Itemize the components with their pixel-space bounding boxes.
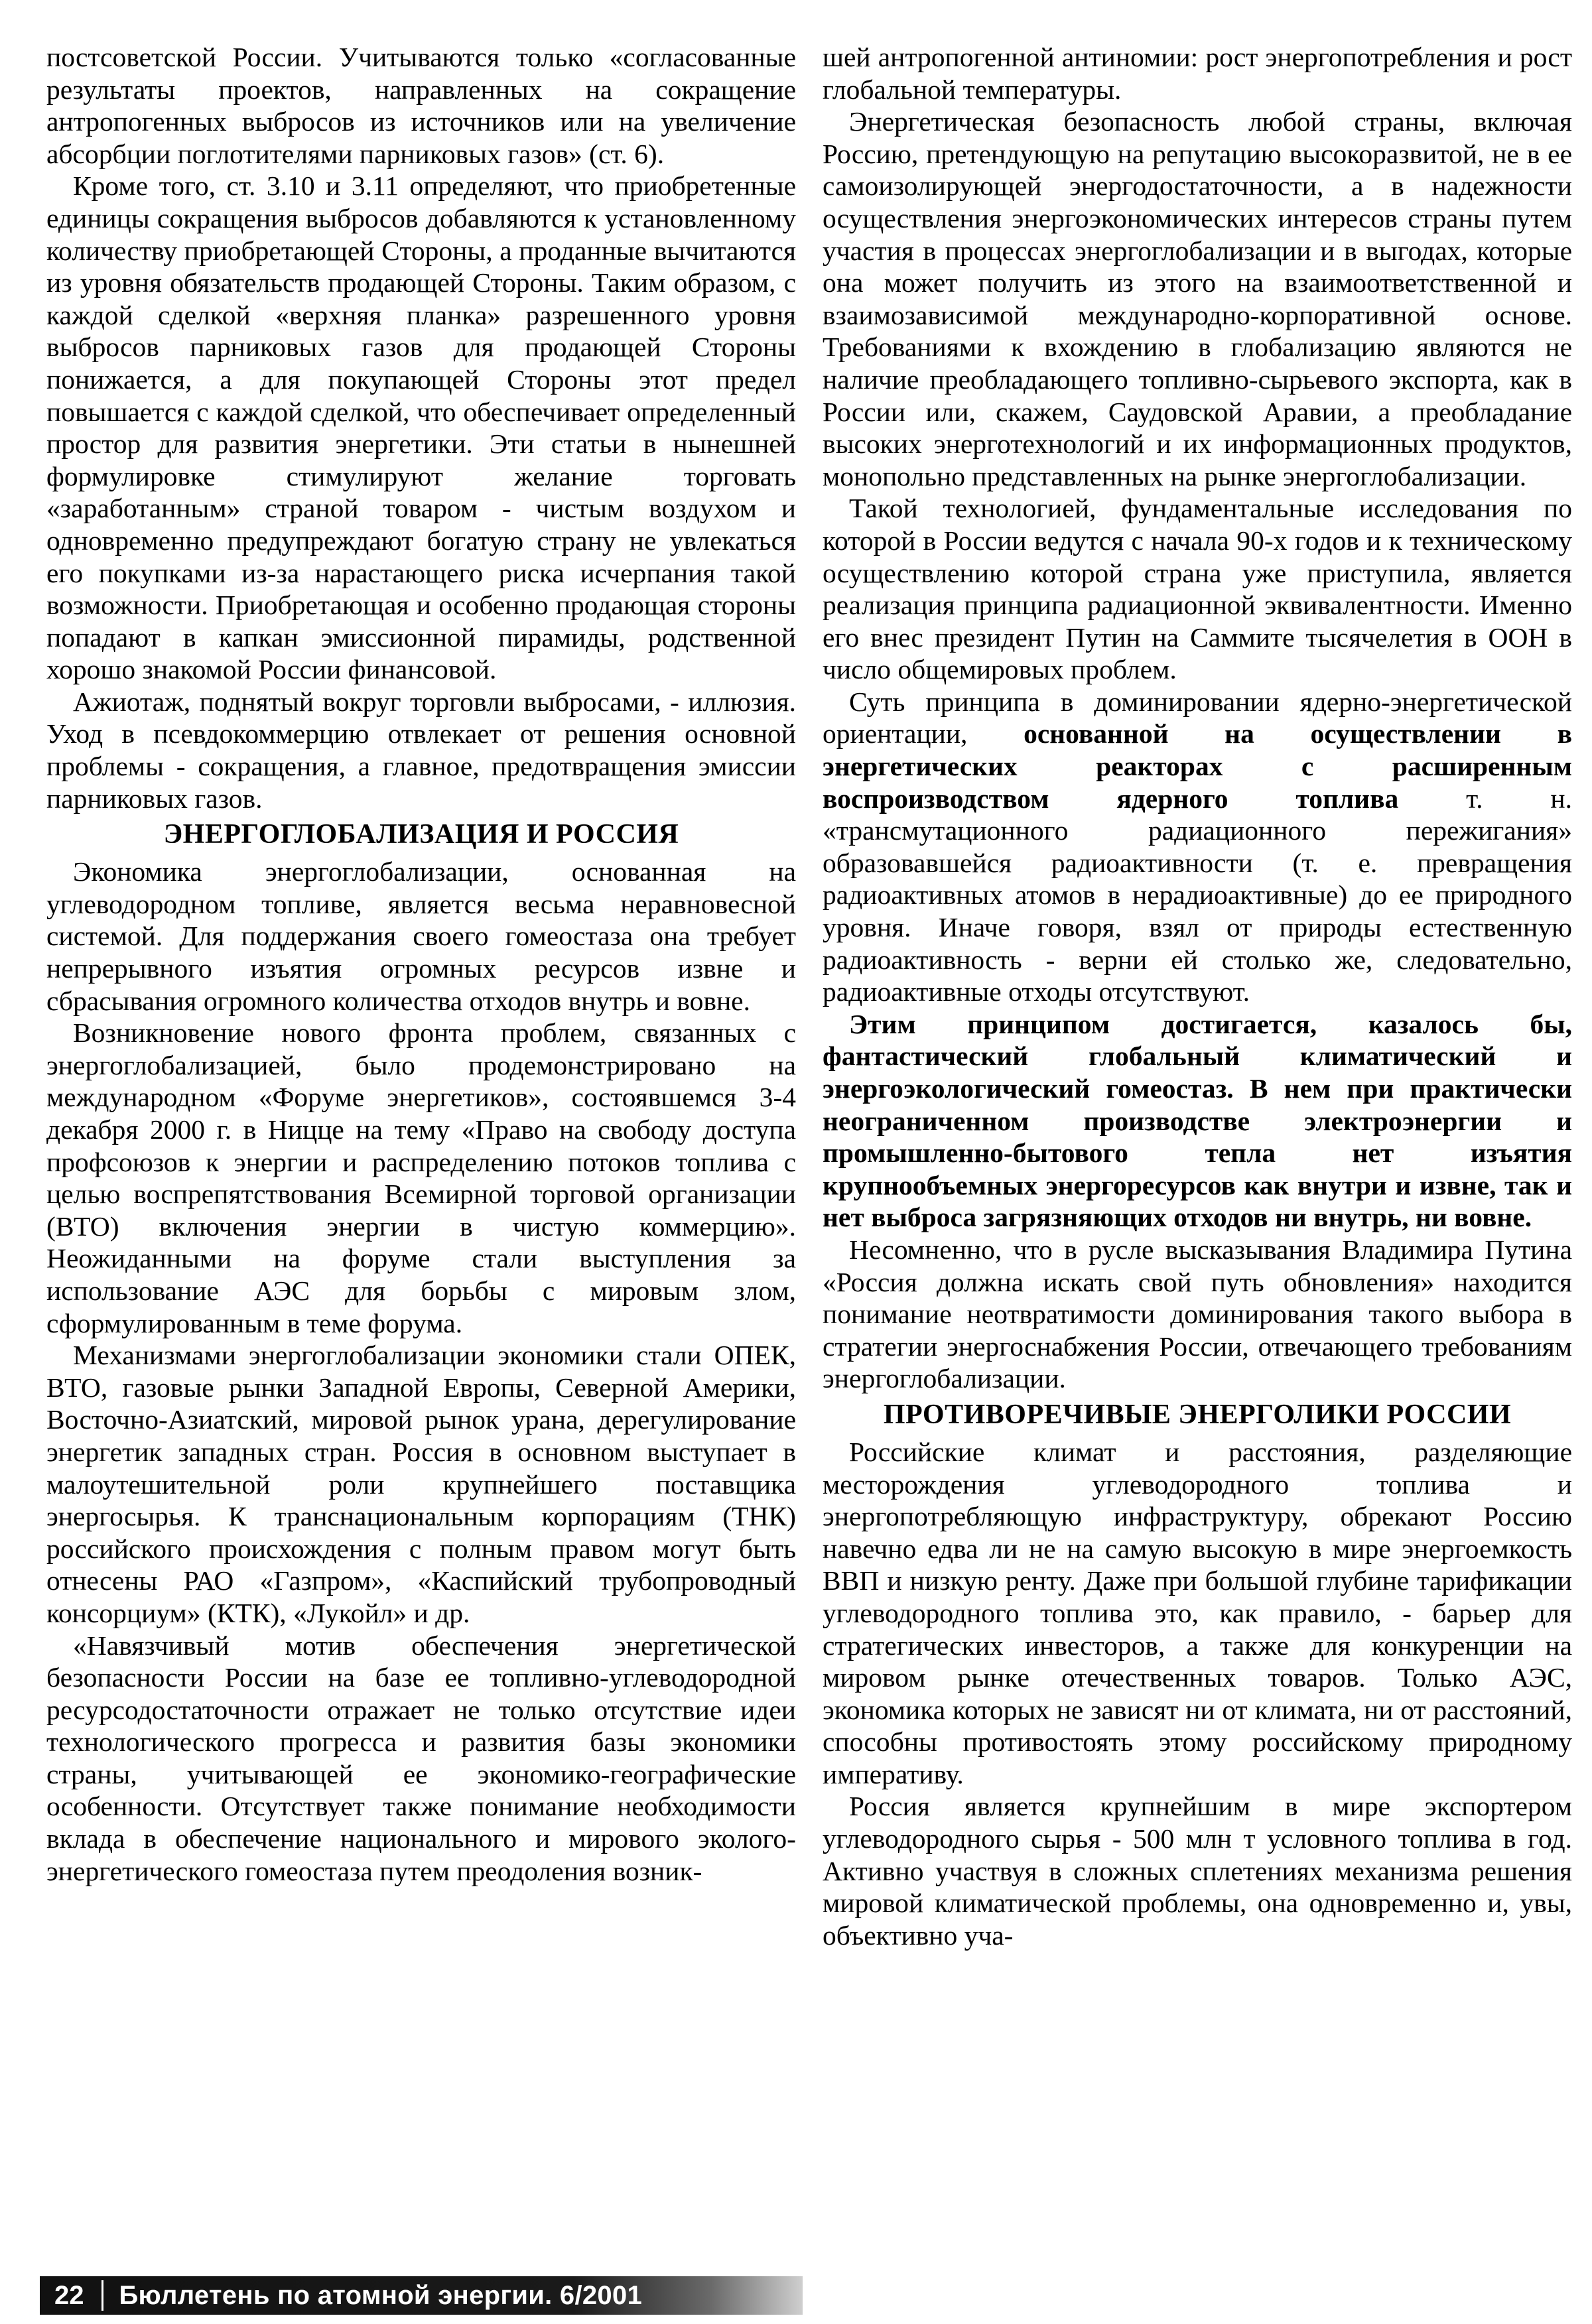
paragraph: Кроме того, ст. 3.10 и 3.11 определяют, что приобретенные единицы сокращения выбросов добавляются к установленному количеству приобретающей Стороны, а проданные вычитаются из уровня обязательств продающей Стороны. Таким образом, с каждой сделкой «верхняя планка» разрешенного уровня выбросов парниковых газов для продающей Стороны понижается, а для покупающей Стороны этот предел повышается с каждой сделкой, что обеспечивает определенный простор для развития энергетики. Эти статьи в нынешней формулировке стимулируют желание торговать «заработанным» страной товаром - чистым воздухом и одновременно предупреждают богатую страну не увлекаться его покупками из-за нарастающего риска исчерпания такой возможности. Приобретающая и особенно продающая стороны попадают в капкан эмиссионной пирамиды, родственной хорошо знакомой России финансовой. xyxy=(46,170,796,685)
right-column xyxy=(823,41,1572,2250)
paragraph: шей антропогенной антиномии: рост энергопотребления и рост глобальной температуры. xyxy=(823,42,1572,105)
paragraph: Российские климат и расстояния, разделяющие месторождения углеводородного топлива и энергопотребляющую инфраструктуру, обрекают Россию навечно едва ли не на самую высокую в мире энергоемкость ВВП и низкую ренту. Даже при большой глубине тарификации углеводородного топлива это, как правило, - барьер для стратегических инвесторов, а также для конкуренции на мировом рынке отечественных товаров. Только АЭС, экономика которых не зависят ни от климата, ни от расстояний, способны противостоять этому российскому природному императиву. xyxy=(823,1436,1572,1789)
paragraph-text: т. н. «трансмутационного радиационного пережигания» образовавшейся радиоактивности (т. е. превращения радиоактивных атомов в нерадиоактивные) до ее природного уровня. Иначе говоря, взял от природы естественную радиоактивность - верни ей столько же, следовательно, радиоактивные отходы отсутствуют. xyxy=(823,783,1572,1007)
paragraph: Россия является крупнейшим в мире экспортером углеводородного сырья - 500 млн т условного топлива в год. Активно участвуя в сложных сплетениях механизма решения мировой климатической проблемы, она одновременно и, увы, объективно уча- xyxy=(823,1791,1572,1951)
paragraph: постсоветской России. Учитываются только «согласованные результаты проектов, направленных на сокращение антропогенных выбросов из источников или на увеличение абсорбции поглотителями парниковых газов» (ст. 6). xyxy=(46,42,796,169)
paragraph xyxy=(823,686,1572,1008)
paragraph: «Навязчивый мотив обеспечения энергетической безопасности России на базе ее топливно-углеводородной ресурсодостаточности отражает не только отсутствие идеи технологического прогресса и развития базы экономики страны, учитывающей ее экономико-географические особенности. Отсутствует также понимание необходимости вклада в обеспечение национального и мирового эколого-энергетического гомеостаза путем преодоления возник- xyxy=(46,1630,796,1886)
bold-paragraph: Этим принципом достигается, казалось бы, фантастический глобальный климатический и энергоэкологический гомеостаз. В нем при практически неограниченном производстве электроэнергии и промышленно-бытового тепла нет изъятия крупнообъемных энергоресурсов как внутри и извне, так и нет выброса загрязняющих отходов ни внутрь, ни вовне. xyxy=(823,1008,1572,1233)
left-column xyxy=(46,41,796,2250)
section-heading: ЭНЕРГОГЛОБАЛИЗАЦИЯ И РОССИЯ xyxy=(163,819,679,850)
paragraph: Механизмами энергоглобализации экономики стали ОПЕК, ВТО, газовые рынки Западной Европы, Северной Америки, Восточно-Азиатский, мировой рынок урана, дерегулирование энергетик западных стран. Россия в основном выступает в малоутешительной роли крупнейшего поставщика энергосырья. К транснациональным корпорациям (ТНК) российского происхождения с полным правом могут быть отнесены РАО «Газпром», «Каспийский трубопроводный консорциум» (КТК), «Лукойл» и др. xyxy=(46,1340,796,1628)
publication-title: Бюллетень по атомной энергии. 6/2001 xyxy=(119,2280,643,2310)
section-heading: ПРОТИВОРЕЧИВЫЕ ЭНЕРГОЛИКИ РОССИИ xyxy=(883,1399,1512,1430)
paragraph: Ажиотаж, поднятый вокруг торговли выбросами, - иллюзия. Уход в псевдокоммерцию отвлекает от решения основной проблемы - сокращения, а главное, предотвращения эмиссии парниковых газов. xyxy=(46,686,796,814)
bold-text: основанной на осуществлении в энергетических реакторах с расширенным воспроизводством ядерного топлива xyxy=(823,718,1572,814)
paragraph: Несомненно, что в русле высказывания Владимира Путина «Россия должна искать свой путь обновления» находится понимание неотвратимости доминирования такого выбора в стратегии энергоснабжения России, отвечающего требованиям энергоглобализации. xyxy=(823,1234,1572,1394)
page-number: 22 xyxy=(40,2280,103,2311)
page-footer xyxy=(40,2276,803,2315)
paragraph: Энергетическая безопасность любой страны, включая Россию, претендующую на репутацию высокоразвитой, не в ее самоизолирующей энергодостаточности, а в надежности осуществления энергоэкономических интересов страны путем участия в процессах энергоглобализации и в выгодах, которые она может получить из этого на взаимоответственной и взаимозависимой международно-корпоративной основе. Требованиями к вхождению в глобализацию являются не наличие преобладающего топливно-сырьевого экспорта, как в России или, скажем, Саудовской Аравии, а преобладание высоких энерготехнологий и их информационных продуктов, монопольно представленных на рынке энергоглобализации. xyxy=(823,106,1572,491)
paragraph: Возникновение нового фронта проблем, связанных с энергоглобализацией, было продемонстрировано на международном «Форуме энергетиков», состоявшемся 3-4 декабря 2000 г. в Ницце на тему «Право на свободу доступа профсоюзов к энергии и распределению потоков топлива с целью воспрепятствования Всемирной торговой организации (ВТО) включения энергии в чистую коммерцию». Неожиданными на форуме стали выступления за использование АЭС для борьбы с мировым злом, сформулированным в теме форума. xyxy=(46,1017,796,1338)
paragraph: Экономика энергоглобализации, основанная на углеводородном топливе, является весьма неравновесной системой. Для поддержания своего гомеостаза она требует непрерывного изъятия огромных ресурсов извне и сбрасывания огромного количества отходов внутрь и вовне. xyxy=(46,856,796,1016)
paragraph-text: Суть принципа в доминировании ядерно-энергетической ориентации, xyxy=(823,686,1572,749)
paragraph: Такой технологией, фундаментальные исследования по которой в России ведутся с начала 90-х годов и к техническому осуществлению которой страна уже приступила, является реализация принципа радиационной эквивалентности. Именно его внес президент Путин на Саммите тысячелетия в ООН в число общемировых проблем. xyxy=(823,493,1572,685)
